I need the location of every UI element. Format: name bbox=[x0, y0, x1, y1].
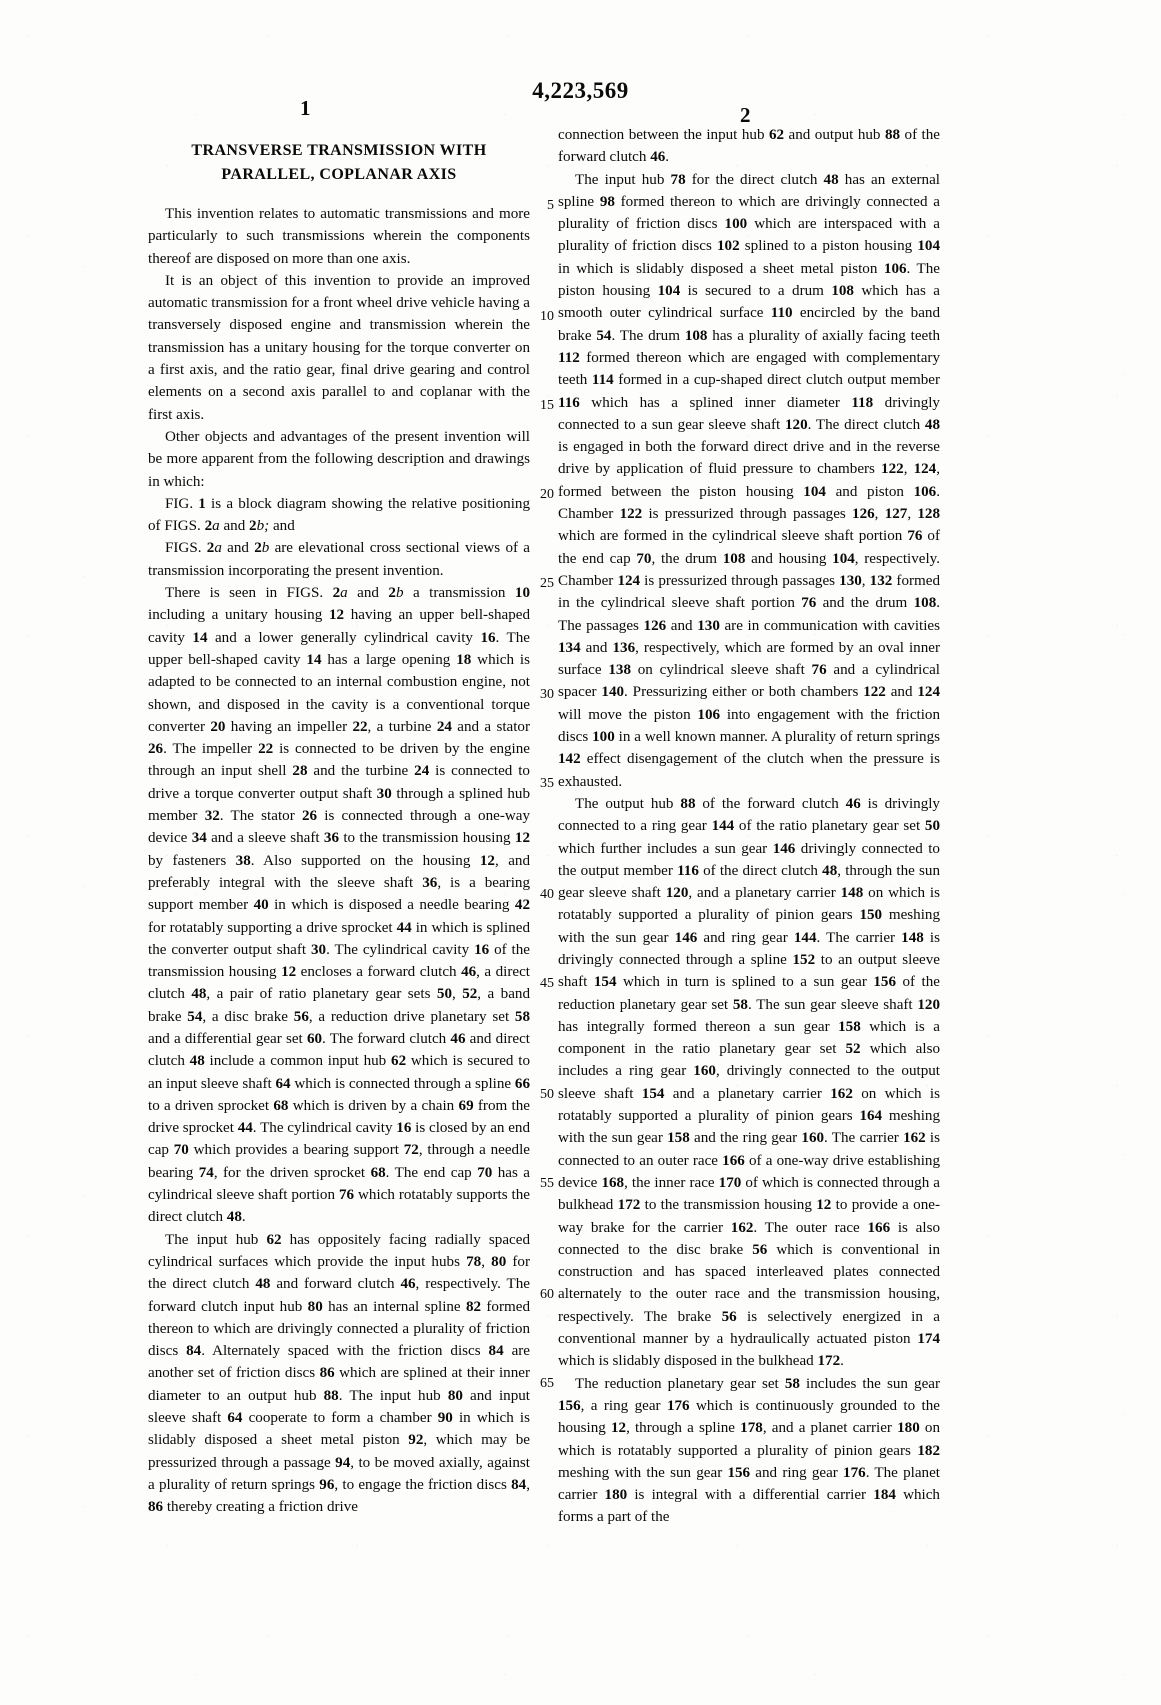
paragraph: It is an object of this invention to provide an improved automatic transmission for a front wheel drive vehicle having a transversely disposed engine and transmission wherein the transmission has a unitary housing for the torque converter on a first axis, and the ratio gear, final drive gearing and control elements on a second axis parallel to and coplanar with the first axis. bbox=[148, 272, 530, 423]
paragraph: The input hub 78 for the direct clutch 48 has an external spline 98 formed thereon to which are drivingly connected a plurality of friction discs 100 which are interspaced with a plurality of friction discs 102 splined to a piston housing 104 in which is slidably disposed a sheet metal piston 106. The piston housing 104 is secured to a drum 108 which has a smooth outer cylindrical surface 110 encircled by the band brake 54. The drum 108 has a plurality of axially facing teeth 112 formed thereon which are engaged with complementary teeth 114 formed in a cup-shaped direct clutch output member 116 which has a splined inner diameter 118 drivingly connected to a sun gear sleeve shaft 120. The direct clutch 48 is engaged in both the forward direct drive and in the reverse drive by application of fluid pressure to chambers 122, 124, formed between the piston housing 104 and piston 106. Chamber 122 is pressurized through passages 126, 127, 128 which are formed in the cylindrical sleeve shaft portion 76 of the end cap 70, the drum 108 and housing 104, respectively. Chamber 124 is pressurized through passages 130, 132 formed in the cylindrical sleeve shaft portion 76 and the drum 108. The passages 126 and 130 are in communication with cavities 134 and 136, respectively, which are formed by an oval inner surface 138 on cylindrical sleeve shaft 76 and a cylindrical spacer 140. Pressurizing either or both chambers 122 and 124 will move the piston 106 into engagement with the friction discs 100 in a well known manner. A plurality of return springs 142 effect disengagement of the clutch when the pressure is exhausted. bbox=[558, 171, 941, 790]
paragraph: Other objects and advantages of the present invention will be more apparent from the following description and drawings in which: bbox=[148, 428, 530, 490]
line-number: 40 bbox=[540, 887, 554, 902]
paragraph: The output hub 88 of the forward clutch 46 is drivingly connected to a ring gear 144 of the ratio planetary gear set 50 which further includes a sun gear 146 drivingly connected to the output member 116 of the direct clutch 48, through the sun gear sleeve shaft 120, and a planetary carrier 148 on which is rotatably supported a plurality of pinion gears 150 meshing with the sun gear 146 and ring gear 144. The carrier 148 is drivingly connected through a spline 152 to an output sleeve shaft 154 which in turn is splined to a sun gear 156 of the reduction planetary gear set 58. The sun gear sleeve shaft 120 has integrally formed thereon a sun gear 158 which is a component in the ratio planetary gear set 52 which also includes a ring gear 160, drivingly connected to the output sleeve shaft 154 and a planetary carrier 162 on which is rotatably supported a plurality of pinion gears 164 meshing with the sun gear 158 and the ring gear 160. The carrier 162 is connected to an outer race 166 of a one-way drive establishing device 168, the inner race 170 of which is connected through a bulkhead 172 to the transmission housing 12 to provide a one-way brake for the carrier 162. The outer race 166 is also connected to the disc brake 56 which is conventional in construction and has spaced interleaved plates connected alternately to the outer race and the transmission housing, respectively. The brake 56 is selectively energized in a conventional manner by a hydraulically actuated piston 174 which is slidably disposed in the bulkhead 172. bbox=[558, 795, 941, 1370]
paragraph: The reduction planetary gear set 58 includes the sun gear 156, a ring gear 176 which is continuously grounded to the housing 12, through a spline 178, and a planet carrier 180 on which is rotatably supported a plurality of pinion gears 182 meshing with the sun gear 156 and ring gear 176. The planet carrier 180 is integral with a differential carrier 184 which forms a part of the bbox=[558, 1375, 940, 1526]
line-number: 5 bbox=[547, 198, 554, 213]
patent-title-line-1: TRANSVERSE TRANSMISSION WITH bbox=[191, 142, 487, 159]
line-number: 60 bbox=[540, 1287, 554, 1302]
line-number: 55 bbox=[540, 1176, 554, 1191]
line-number: 25 bbox=[540, 576, 554, 591]
paragraph: This invention relates to automatic transmissions and more particularly to such transmissions wherein the components thereof are disposed on more than one axis. bbox=[148, 206, 530, 267]
text-column-1 bbox=[148, 139, 530, 1519]
line-number: 15 bbox=[540, 398, 554, 413]
line-number: 50 bbox=[540, 1087, 554, 1102]
paragraph: FIG. 1 is a block diagram showing the relative positioning of FIGS. 2a and 2b; and bbox=[148, 495, 530, 535]
column-number-right: 2 bbox=[740, 103, 751, 127]
paragraph: connection between the input hub 62 and output hub 88 of the forward clutch 46. bbox=[558, 127, 940, 166]
line-number: 45 bbox=[540, 976, 554, 991]
paragraph: The input hub 62 has oppositely facing radially spaced cylindrical surfaces which provide the input hubs 78, 80 for the direct clutch 48 and forward clutch 46, respectively. The forward clutch input hub 80 has an internal spline 82 formed thereon to which are drivingly connected a plurality of friction discs 84. Alternately spaced with the friction discs 84 are another set of friction discs 86 which are splined at their inner diameter to an output hub 88. The input hub 80 and input sleeve shaft 64 cooperate to form a chamber 90 in which is slidably disposed a sheet metal piston 92, which may be pressurized through a passage 94, to be moved axially, against a plurality of return springs 96, to engage the friction discs 84, 86 thereby creating a friction drive bbox=[148, 1231, 530, 1516]
line-number: 10 bbox=[540, 309, 554, 324]
line-number: 35 bbox=[540, 776, 554, 791]
patent-title bbox=[148, 139, 530, 187]
column-number-left: 1 bbox=[300, 96, 311, 120]
line-number: 30 bbox=[540, 687, 554, 702]
patent-title-line-2: PARALLEL, COPLANAR AXIS bbox=[221, 166, 457, 183]
paragraph: FIGS. 2a and 2b are elevational cross sectional views of a transmission incorporating the present invention. bbox=[148, 540, 530, 579]
patent-number: 4,223,569 bbox=[532, 78, 629, 103]
line-number: 65 bbox=[540, 1376, 554, 1391]
text-column-2 bbox=[558, 124, 940, 1529]
paragraph: There is seen in FIGS. 2a and 2b a transmission 10 including a unitary housing 12 having an upper bell-shaped cavity 14 and a lower generally cylindrical cavity 16. The upper bell-shaped cavity 14 has a large opening 18 which is adapted to be connected to an internal combustion engine, not shown, and disposed in the cavity is a conventional torque converter 20 having an impeller 22, a turbine 24 and a stator 26. The impeller 22 is connected to be driven by the engine through an input shell 28 and the turbine 24 is connected to drive a torque converter output shaft 30 through a splined hub member 32. The stator 26 is connected through a one-way device 34 and a sleeve shaft 36 to the transmission housing 12 by fasteners 38. Also supported on the housing 12, and preferably integral with the sleeve shaft 36, is a bearing support member 40 in which is disposed a needle bearing 42 for rotatably supporting a drive sprocket 44 in which is splined the converter output shaft 30. The cylindrical cavity 16 of the transmission housing 12 encloses a forward clutch 46, a direct clutch 48, a pair of ratio planetary gear sets 50, 52, a band brake 54, a disc brake 56, a reduction drive planetary set 58 and a differential gear set 60. The forward clutch 46 and direct clutch 48 include a common input hub 62 which is secured to an input sleeve shaft 64 which is connected through a spline 66 to a driven sprocket 68 which is driven by a chain 69 from the drive sprocket 44. The cylindrical cavity 16 is closed by an end cap 70 which provides a bearing support 72, through a needle bearing 74, for the driven sprocket 68. The end cap 70 has a cylindrical sleeve shaft portion 76 which rotatably supports the direct clutch 48. bbox=[148, 585, 531, 1226]
line-number: 20 bbox=[540, 487, 554, 502]
